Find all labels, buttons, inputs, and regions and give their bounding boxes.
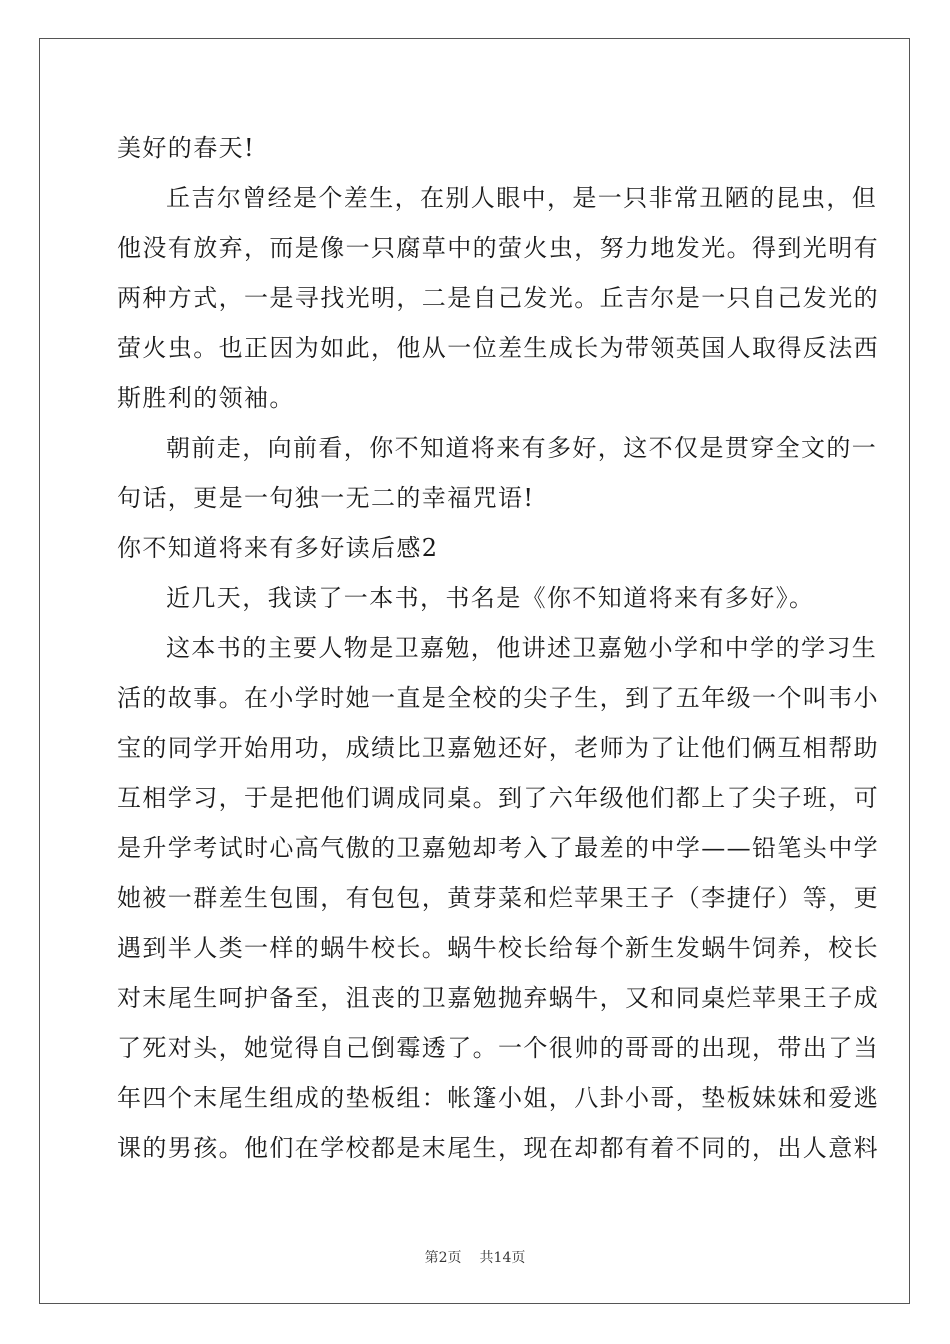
text-line: 朝前走，向前看，你不知道将来有多好，这不仅是贯穿全文的一	[166, 434, 878, 462]
text-line: 丘吉尔曾经是个差生，在别人眼中，是一只非常丑陋的昆虫，但	[166, 184, 878, 212]
page-number: 第2页	[424, 1250, 462, 1266]
page-total: 共14页	[479, 1250, 526, 1266]
text-line: 课的男孩。他们在学校都是末尾生，现在却都有着不同的，出人意料	[117, 1134, 879, 1162]
text-line: 遇到半人类一样的蜗牛校长。蜗牛校长给每个新生发蜗牛饲养，校长	[117, 934, 879, 962]
section-heading: 你不知道将来有多好读后感2	[117, 534, 439, 562]
text-line: 美好的春天!	[117, 134, 256, 162]
text-line: 是升学考试时心高气傲的卫嘉勉却考入了最差的中学——铅笔头中学	[117, 834, 879, 862]
text-line: 互相学习，于是把他们调成同桌。到了六年级他们都上了尖子班，可	[117, 784, 879, 812]
text-line: 宝的同学开始用功，成绩比卫嘉勉还好，老师为了让他们俩互相帮助	[117, 734, 879, 762]
text-line: 斯胜利的领袖。	[117, 384, 295, 412]
text-line: 这本书的主要人物是卫嘉勉，他讲述卫嘉勉小学和中学的学习生	[166, 634, 878, 662]
document-body	[117, 128, 879, 1178]
text-line: 他没有放弃，而是像一只腐草中的萤火虫，努力地发光。得到光明有	[117, 234, 879, 262]
text-line: 萤火虫。也正因为如此，他从一位差生成长为带领英国人取得反法西	[117, 334, 879, 362]
page-footer	[0, 1247, 950, 1267]
text-line: 了死对头，她觉得自己倒霉透了。一个很帅的哥哥的出现，带出了当	[117, 1034, 879, 1062]
text-line: 年四个末尾生组成的垫板组：帐篷小姐，八卦小哥，垫板妹妹和爱逃	[117, 1084, 879, 1112]
text-line: 活的故事。在小学时她一直是全校的尖子生，到了五年级一个叫韦小	[117, 684, 879, 712]
text-line: 句话，更是一句独一无二的幸福咒语!	[117, 484, 535, 512]
text-line: 近几天，我读了一本书，书名是《你不知道将来有多好》。	[166, 584, 815, 612]
text-line: 对末尾生呵护备至，沮丧的卫嘉勉抛弃蜗牛，又和同桌烂苹果王子成	[117, 984, 879, 1012]
text-line: 两种方式，一是寻找光明，二是自己发光。丘吉尔是一只自己发光的	[117, 284, 879, 312]
text-line: 她被一群差生包围，有包包，黄芽菜和烂苹果王子（李捷仔）等，更	[117, 884, 879, 912]
